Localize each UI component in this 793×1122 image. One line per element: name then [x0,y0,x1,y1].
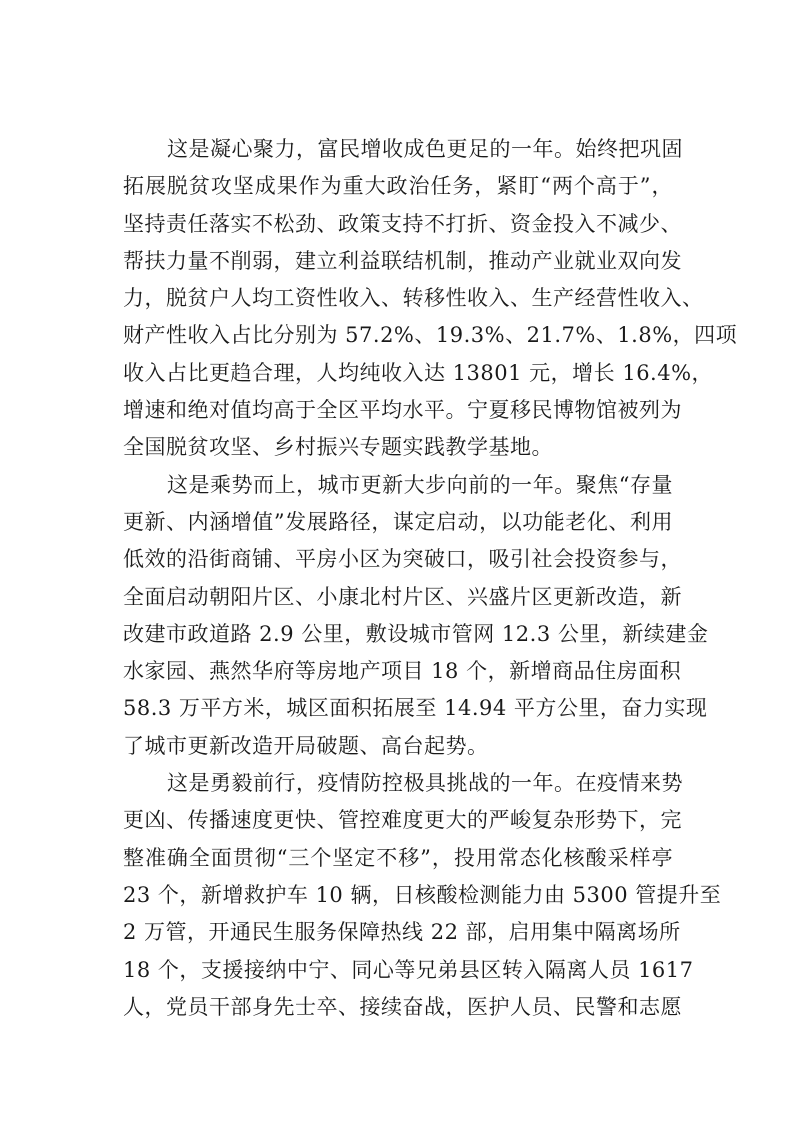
paragraph-epidemic-control [123,765,722,1026]
paragraph-urban-renewal [123,467,709,765]
text-line: 收入占比更趋合理，人均纯收入达 13801 元，增长 16.4%， [123,360,714,385]
text-line: 人，党员干部身先士卒、接续奋战，医护人员、民警和志愿 [123,994,682,1019]
text-line: 水家园、燕然华府等房地产项目 18 个，新增商品住房面积 [123,659,682,684]
text-line: 这是勇毅前行，疫情防控极具挑战的一年。在疫情来势 [167,771,683,796]
text-line: 更新、内涵增值”发展路径，谋定启动，以功能老化、利用 [123,509,673,534]
text-line: 2 万管，开通民生服务保障热线 22 部，启用集中隔离场所 [123,920,681,945]
text-line: 23 个，新增救护车 10 辆，日核酸检测能力由 5300 管提升至 [123,882,722,907]
text-line: 18 个，支援接纳中宁、同心等兄弟县区转入隔离人员 1617 [123,957,694,982]
paragraph-income [123,131,738,467]
text-line: 改建市政道路 2.9 公里，敷设城市管网 12.3 公里，新续建金 [123,621,709,646]
text-line: 全国脱贫攻坚、乡村振兴专题实践教学基地。 [123,435,553,460]
text-line: 拓展脱贫攻坚成果作为重大政治任务，紧盯“两个高于”， [123,174,673,199]
document-page [123,131,738,1026]
text-line: 帮扶力量不削弱，建立利益联结机制，推动产业就业双向发 [123,248,682,273]
text-line: 坚持责任落实不松劲、政策支持不打折、资金投入不减少、 [123,211,682,236]
text-line: 力，脱贫户人均工资性收入、转移性收入、生产经营性收入、 [123,286,704,311]
text-line: 这是乘势而上，城市更新大步向前的一年。聚焦“存量 [167,472,673,497]
text-line: 更凶、传播速度更快、管控难度更大的严峻复杂形势下，完 [123,808,682,833]
text-line: 了城市更新改造开局破题、高台起势。 [123,733,489,758]
text-line: 整准确全面贯彻“三个坚定不移”，投用常态化核酸采样亭 [123,845,673,870]
text-line: 低效的沿街商铺、平房小区为突破口，吸引社会投资参与， [123,547,682,572]
text-line: 全面启动朝阳片区、小康北村片区、兴盛片区更新改造，新 [123,584,682,609]
text-line: 这是凝心聚力，富民增收成色更足的一年。始终把巩固 [167,137,683,161]
text-line: 58.3 万平方米，城区面积拓展至 14.94 平方公里，奋力实现 [123,696,708,721]
text-line: 财产性收入占比分别为 57.2%、19.3%、21.7%、1.8%，四项 [123,323,738,348]
text-line: 增速和绝对值均高于全区平均水平。宁夏移民博物馆被列为 [123,398,682,423]
